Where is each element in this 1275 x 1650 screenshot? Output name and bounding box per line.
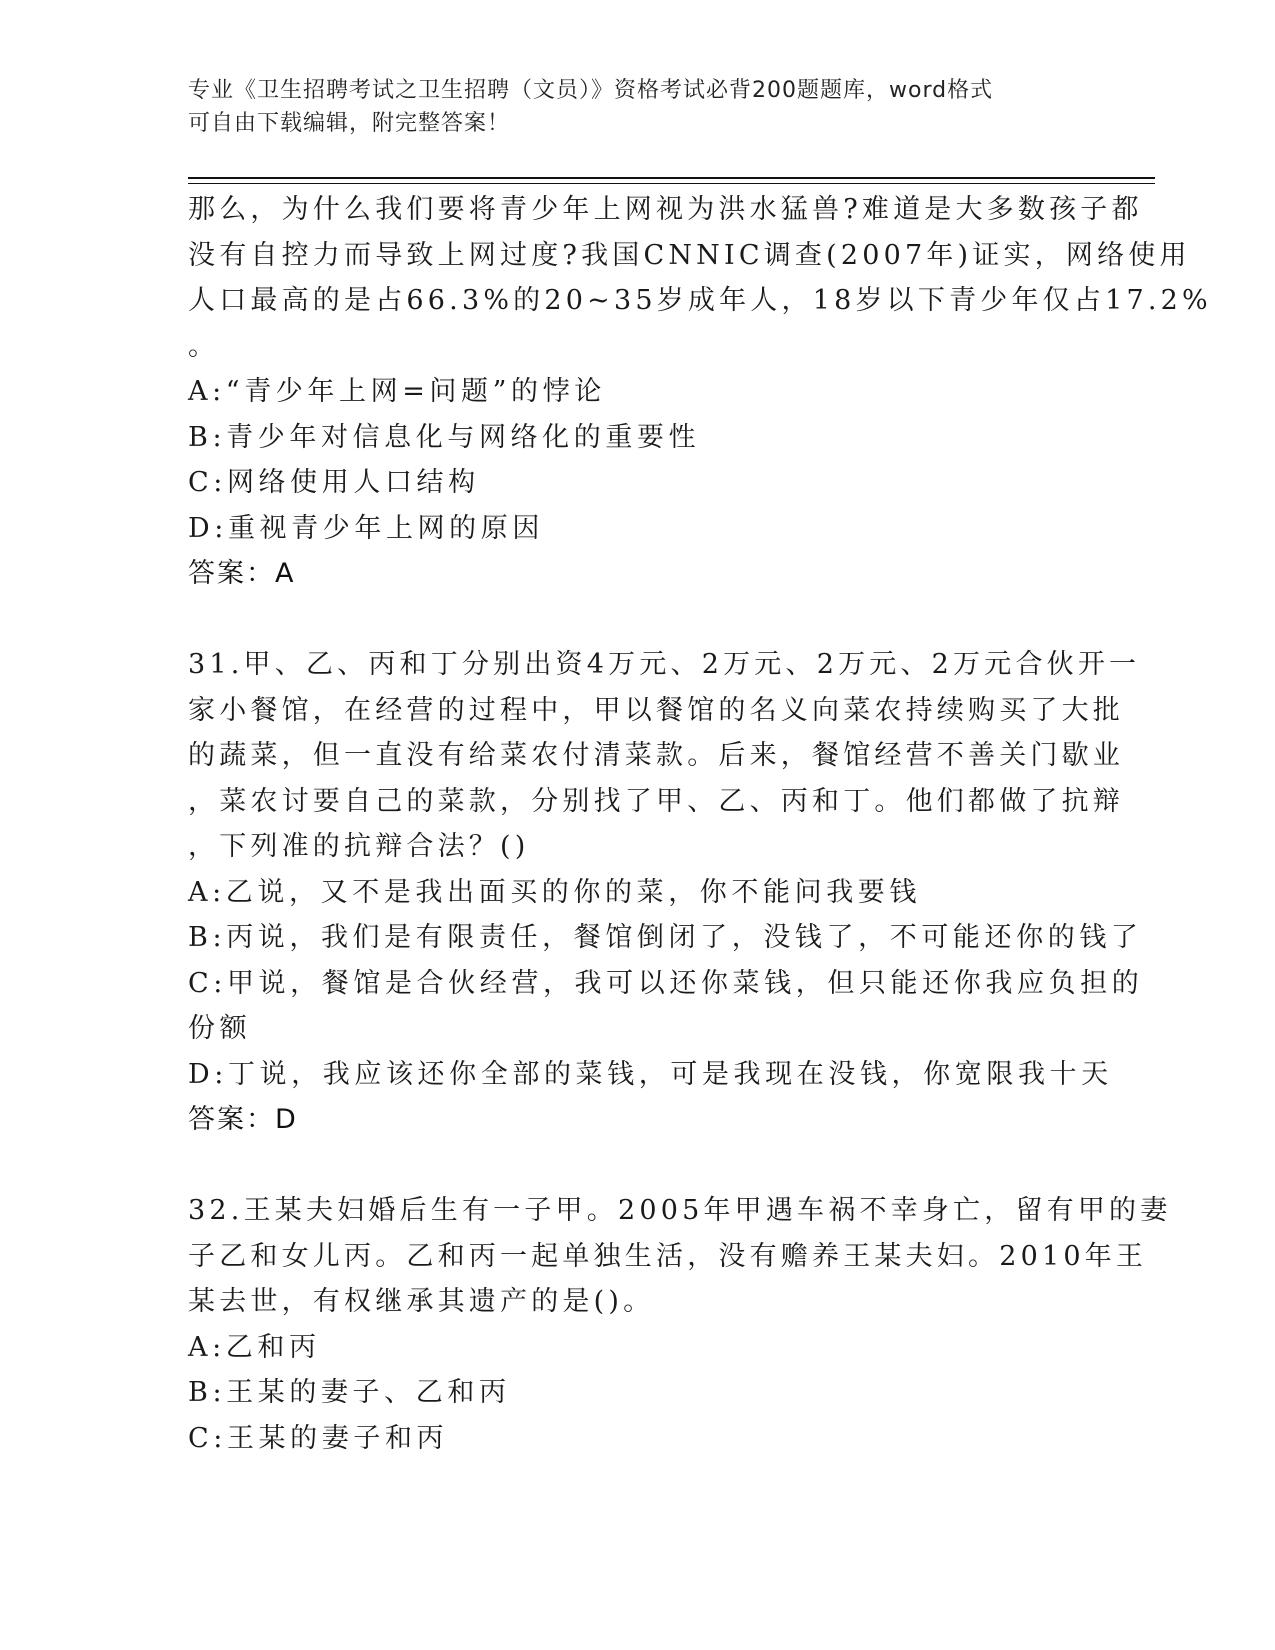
- option-a: A:乙说，又不是我出面买的你的菜，你不能问我要钱: [188, 876, 921, 908]
- answer-label: 答案：D: [188, 1104, 298, 1135]
- question-stem-line: 某去世，有权继承其遗产的是()。: [188, 1286, 655, 1317]
- header-divider-thin: [188, 183, 1155, 184]
- question-stem-line: 。: [188, 330, 220, 362]
- question-31: [188, 642, 1188, 1143]
- spacer: [188, 1143, 1188, 1189]
- question-stem-line: ，菜农讨要自己的菜款，分别找了甲、乙、丙和丁。他们都做了抗辩: [188, 785, 1124, 817]
- question-stem-line: 的蔬菜，但一直没有给菜农付清菜款。后来，餐馆经营不善关门歇业: [188, 740, 1124, 771]
- question-stem-line: 32.王某夫妇婚后生有一子甲。2005年甲遇车祸不幸身亡，留有甲的妻: [188, 1195, 1172, 1226]
- question-32: [188, 1188, 1188, 1461]
- document-header: [188, 74, 1068, 140]
- header-title-line-1: 专业《卫生招聘考试之卫生招聘（文员）》资格考试必背200题题库，word格式: [188, 78, 994, 103]
- option-c: C:王某的妻子和丙: [188, 1422, 449, 1454]
- header-divider-thick: [188, 177, 1155, 179]
- question-stem-line: 子乙和女儿丙。乙和丙一起单独生活，没有赡养王某夫妇。2010年王: [188, 1240, 1148, 1272]
- question-stem-line: 31.甲、乙、丙和丁分别出资4万元、2万元、2万元、2万元合伙开一: [188, 649, 1141, 680]
- option-d: D:丁说，我应该还你全部的菜钱，可是我现在没钱，你宽限我十天: [188, 1058, 1113, 1090]
- answer-label: 答案：A: [188, 558, 296, 589]
- option-a: A:乙和丙: [188, 1331, 321, 1363]
- option-c: C:网络使用人口结构: [188, 467, 480, 498]
- question-content: [188, 187, 1212, 1461]
- question-stem-line: 那么，为什么我们要将青少年上网视为洪水猛兽?难道是大多数孩子都: [188, 194, 1143, 225]
- option-b: B:丙说，我们是有限责任，餐馆倒闭了，没钱了，不可能还你的钱了: [188, 922, 1143, 953]
- option-d: D:重视青少年上网的原因: [188, 512, 544, 544]
- option-b: B:王某的妻子、乙和丙: [188, 1377, 511, 1408]
- question-stem-line: ，下列准的抗辩合法？(): [188, 831, 530, 862]
- option-c: C:甲说，餐馆是合伙经营，我可以还你菜钱，但只能还你我应负担的: [188, 967, 1144, 999]
- option-b: B:青少年对信息化与网络化的重要性: [188, 421, 701, 453]
- spacer: [188, 597, 1188, 643]
- option-c-continued: 份额: [188, 1013, 252, 1044]
- question-stem-line: 人口最高的是占66.3%的20~35岁成年人，18岁以下青少年仅占17.2%: [188, 285, 1212, 316]
- question-30: [188, 187, 1212, 597]
- header-title-line-2: 可自由下载编辑，附完整答案！: [188, 111, 511, 136]
- option-a: A:“青少年上网=问题”的悖论: [188, 376, 606, 407]
- question-stem-line: 没有自控力而导致上网过度?我国CNNIC调查(2007年)证实，网络使用: [188, 239, 1191, 271]
- question-stem-line: 家小餐馆，在经营的过程中，甲以餐馆的名义向菜农持续购买了大批: [188, 694, 1124, 726]
